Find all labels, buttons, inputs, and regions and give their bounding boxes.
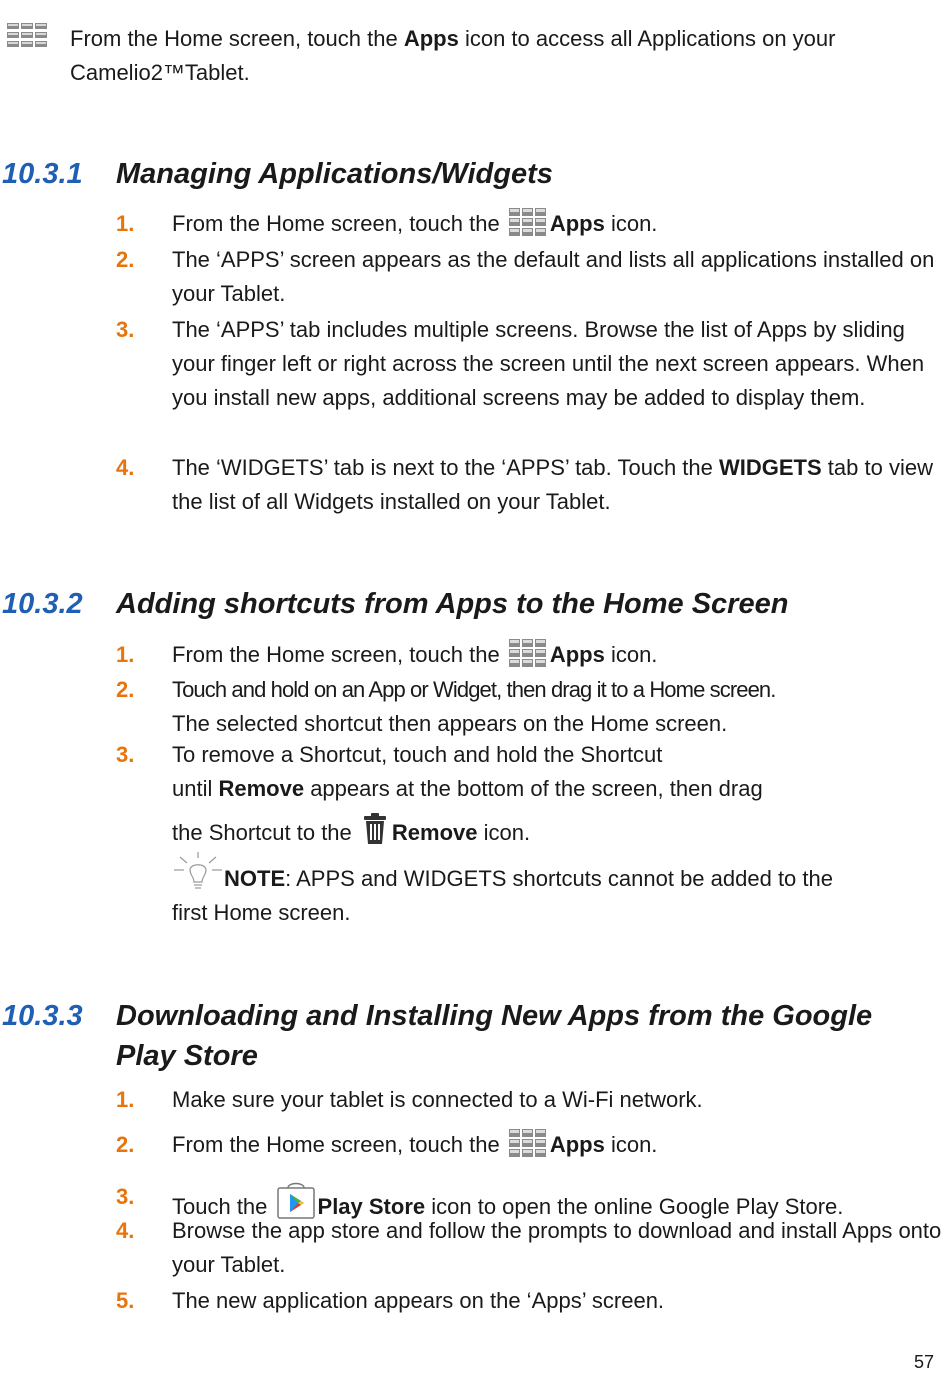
step-text: Browse the app store and follow the prompts to download and install Apps onto your Tablet. (172, 1218, 942, 1277)
step-text-part: From the Home screen, touch the (172, 642, 506, 667)
step-number: 1. (116, 211, 135, 236)
step-bold-label: Remove (391, 820, 478, 845)
step-number: 5. (116, 1288, 135, 1313)
step-number: 3. (116, 1184, 135, 1209)
step-text: The ‘APPS’ tab includes multiple screens. Browse the list of Apps by sliding your finger left or right across the screen until the next screen appears. When you install new apps, additional screens may be added to display them. (172, 317, 925, 410)
step-text-part: icon. (604, 1132, 658, 1157)
step-text: Make sure your tablet is connected to a Wi-Fi network. (172, 1087, 703, 1112)
step-bold-label: Apps (549, 642, 605, 667)
step-text-part: The ‘WIDGETS’ tab is next to the ‘APPS’ tab. Touch the (172, 455, 719, 480)
section-number: 10.3.1 (2, 158, 83, 190)
section-title-line: Play Store (116, 1040, 258, 1072)
note-body-continued: first Home screen. (172, 900, 351, 925)
apps-grid-icon (6, 22, 48, 53)
step-text-line: The selected shortcut then appears on the Home screen. (172, 711, 728, 736)
step-bold-label: WIDGETS (719, 455, 822, 480)
lightbulb-icon (172, 852, 224, 902)
step-text (172, 451, 948, 519)
step-text: The ‘APPS’ screen appears as the default and lists all applications installed on your Tablet. (172, 247, 935, 306)
step-number: 2. (116, 247, 135, 272)
intro-text-after: icon to access all Applications on your Camelio2™Tablet. (70, 26, 836, 85)
step-number: 3. (116, 742, 135, 767)
step-number: 4. (116, 1218, 135, 1243)
step-text (172, 673, 948, 741)
step-text (172, 1128, 948, 1168)
section-number: 10.3.3 (2, 1000, 83, 1032)
step-text-part: tab to view the list of all Widgets installed on your Tablet. (172, 455, 933, 514)
step-number: 3. (116, 317, 135, 342)
intro-apps-label: Apps (403, 26, 459, 51)
note-body: : APPS and WIDGETS shortcuts cannot be added to the (285, 866, 833, 891)
step-text-part: appears at the bottom of the screen, then drag (304, 776, 763, 801)
step-text-line: Touch and hold on an App or Widget, then drag it to a Home screen. (172, 677, 776, 702)
step-bold-label: Play Store (317, 1194, 426, 1219)
step-bold-label: Apps (549, 1132, 605, 1157)
step-text: The new application appears on the ‘Apps’ screen. (172, 1288, 665, 1313)
step-text-part: icon. (604, 642, 658, 667)
note-text (224, 862, 934, 896)
section-title-line: Downloading and Installing New Apps from the Google (116, 1000, 873, 1032)
apps-grid-icon (508, 1128, 548, 1168)
step-text-part: icon. (477, 820, 531, 845)
step-number: 4. (116, 455, 135, 480)
step-text-part: icon to open the online Google Play Store. (425, 1194, 844, 1219)
section-title (116, 996, 946, 1076)
step-text-part: Touch the (172, 1194, 274, 1219)
step-text-line: To remove a Shortcut, touch and hold the Shortcut (172, 742, 663, 767)
step-text-part: until (172, 776, 219, 801)
step-bold-label: Remove (218, 776, 305, 801)
trash-icon (360, 812, 390, 856)
step-number: 1. (116, 1087, 135, 1112)
section-title: Managing Applications/Widgets (116, 158, 553, 190)
step-text-line (172, 772, 948, 806)
step-text (172, 738, 948, 856)
section-number: 10.3.2 (2, 588, 83, 620)
intro-text-before: From the Home screen, touch the (70, 26, 404, 51)
intro-text (70, 22, 930, 90)
apps-grid-icon (508, 207, 548, 247)
step-text-part: From the Home screen, touch the (172, 211, 506, 236)
apps-grid-icon (508, 638, 548, 678)
page-number: 57 (913, 1352, 934, 1372)
step-text-line (172, 812, 948, 856)
step-text-part: the Shortcut to the (172, 820, 358, 845)
step-text (172, 638, 948, 678)
note-label: NOTE (224, 866, 286, 891)
step-text (172, 207, 948, 247)
step-text-part: From the Home screen, touch the (172, 1132, 506, 1157)
step-number: 2. (116, 1132, 135, 1157)
step-number: 1. (116, 642, 135, 667)
section-title: Adding shortcuts from Apps to the Home Screen (116, 588, 789, 620)
step-text-part: icon. (604, 211, 658, 236)
step-number: 2. (116, 677, 135, 702)
step-bold-label: Apps (549, 211, 605, 236)
